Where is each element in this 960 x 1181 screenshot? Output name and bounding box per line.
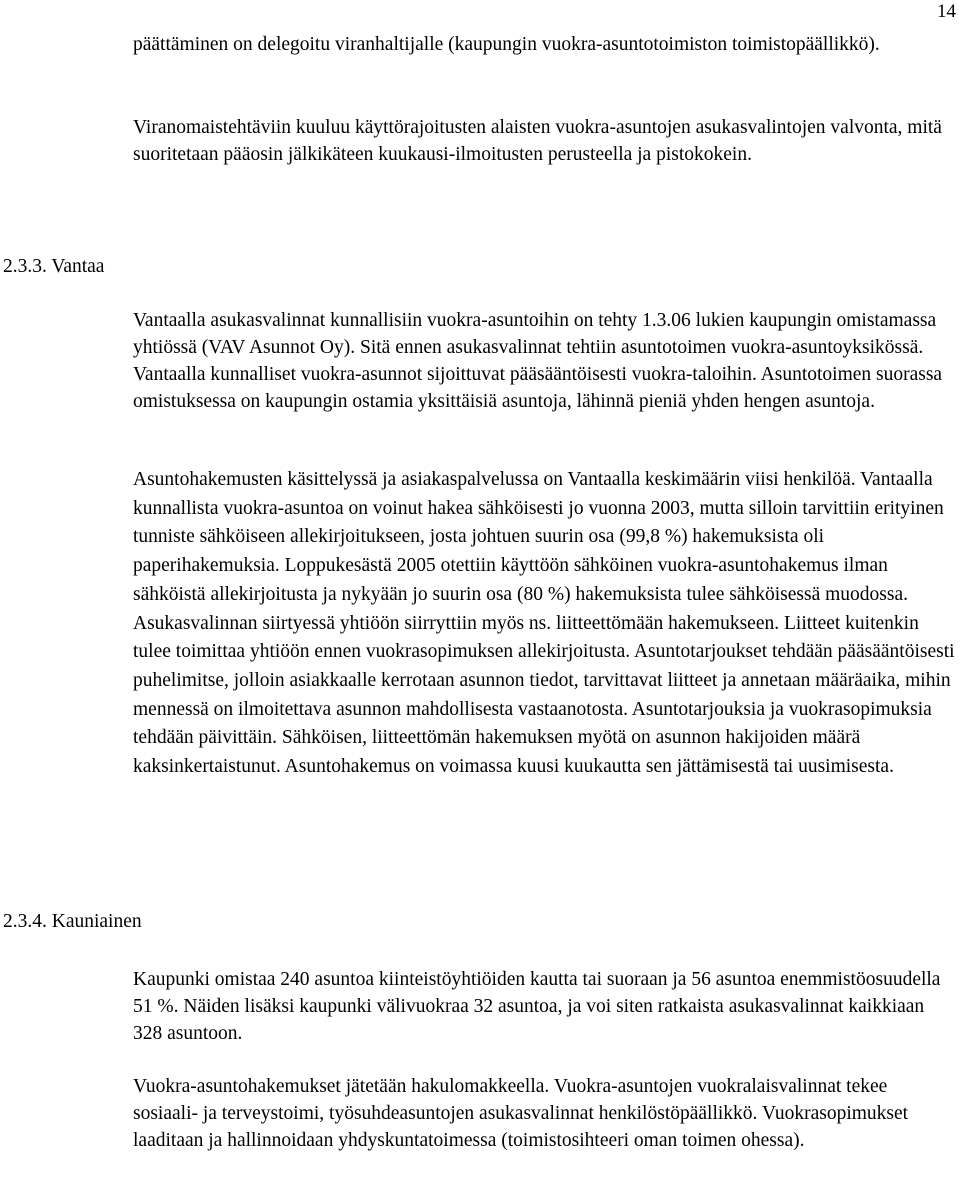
vantaa-paragraph-2: Asuntohakemusten käsittelyssä ja asiakaspalvelussa on Vantaalla keskimäärin viisi henkilöä. Vantaalla kunnallista vuokra-asuntoa on voinut hakea sähköisesti jo vuonna 2003, mutta silloin tarvittiin erityinen tunniste sähköiseen allekirjoitukseen, josta johtuen suurin osa (99,8 %) hakemuksista oli paperihakemuksia. Loppukesästä 2005 otettiin käyttöön sähköinen vuokra-asuntohakemus ilman sähköistä allekirjoitusta ja nykyään jo suurin osa (80 %) hakemuksista tulee sähköisessä muodossa. Asukasvalinnan siirtyessä yhtiöön siirryttiin myös ns. liitteettömään hakemukseen. Liitteet kuitenkin tulee toimittaa yhtiöön ennen vuokrasopimuksen allekirjoitusta. Asuntotarjoukset tehdään pääsääntöisesti puhelimitse, jolloin asiakkaalle kerrotaan asunnon tiedot, tarvittavat liitteet ja annetaan määräaika, mihin mennessä on ilmoitettava asunnon mahdollisesta vastaanotosta. Asuntotarjouksia ja vuokrasopimuksia tehdään päivittäin. Sähköisen, liitteettömän hakemuksen myötä on asunnon hakijoiden määrä kaksinkertaistunut. Asuntohakemus on voimassa kuusi kuukautta sen jättämisestä tai uusimisesta. bbox=[133, 469, 955, 778]
page-number: 14 bbox=[937, 1, 956, 22]
vantaa-paragraph-1: Vantaalla asukasvalinnat kunnallisiin vuokra-asuntoihin on tehty 1.3.06 lukien kaupungin omistamassa yhtiössä (VAV Asunnot Oy). Sitä ennen asukasvalinnat tehtiin asuntotoimen vuokra-asuntoyksikössä. Vantaalla kunnalliset vuokra-asunnot sijoittuvat pääsääntöisesti vuokra-taloihin. Asuntotoimen suorassa omistuksessa on kaupungin ostamia yksittäisiä asuntoja, lähinnä pieniä yhden hengen asuntoja. bbox=[133, 310, 943, 412]
kauniainen-paragraph-2: Vuokra-asuntohakemukset jätetään hakulomakkeella. Vuokra-asuntojen vuokralaisvalinnat tekee sosiaali- ja terveystoimi, työsuhdeasuntojen asukasvalinnat henkilöstöpäällikkö. Vuokrasopimukset laaditaan ja hallinnoidaan yhdyskuntatoimessa (toimistosihteeri oman toimen ohessa). bbox=[133, 1076, 909, 1151]
kauniainen-paragraph-1: Kaupunki omistaa 240 asuntoa kiinteistöyhtiöiden kautta tai suoraan ja 56 asuntoa enemmistöosuudella 51 %. Näiden lisäksi kaupunki välivuokraa 32 asuntoa, ja voi siten ratkaista asukasvalinnat kaikkiaan 328 asuntoon. bbox=[133, 969, 941, 1044]
section-heading-vantaa: 2.3.3. Vantaa bbox=[3, 256, 105, 277]
intro-paragraph-2: Viranomaistehtäviin kuuluu käyttörajoitusten alaisten vuokra-asuntojen asukasvalintojen valvonta, mitä suoritetaan pääosin jälkikäteen kuukausi-ilmoitusten perusteella ja pistokokein. bbox=[133, 117, 942, 165]
section-heading-kauniainen: 2.3.4. Kauniainen bbox=[3, 911, 142, 932]
intro-paragraph-1: päättäminen on delegoitu viranhaltijalle (kaupungin vuokra-asuntotoimiston toimistopäällikkö). bbox=[133, 34, 880, 55]
